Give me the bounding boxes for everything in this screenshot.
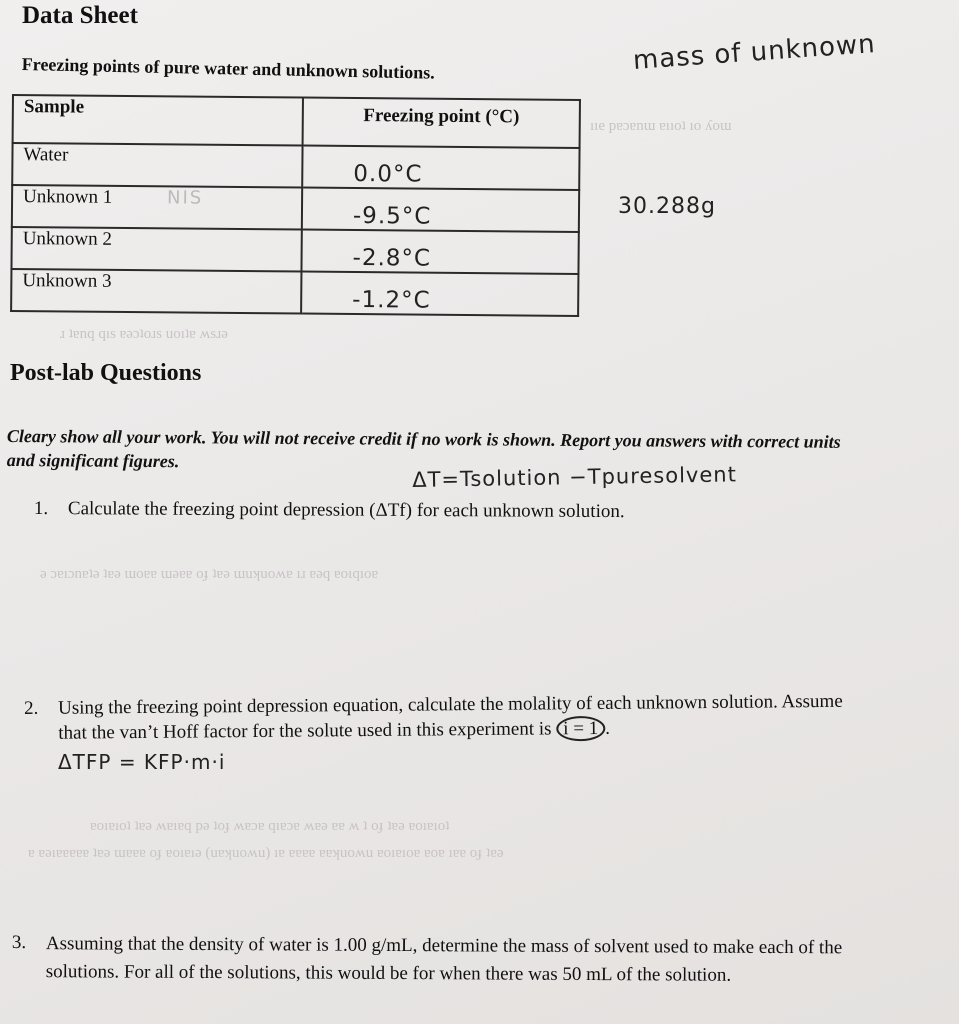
post-lab-heading: Post-lab Questions bbox=[10, 360, 202, 386]
question-text: Calculate the freezing point depression (ΔTf) for each unknown solution. bbox=[67, 498, 625, 523]
question-number: 3. bbox=[11, 932, 27, 954]
circled-vant-hoff: i = 1 bbox=[556, 716, 605, 741]
mass-value-handwritten: 30.288g bbox=[618, 194, 716, 219]
bleed-through-text: ǝ ɔɐıɔnɐʇǝ ʇɐǝ ɯoɐɐ ɯǝɐɐ oɟ ʇɐǝ ɯuʞuoʍɐ ıɹ ɐǝq ɐoıqıoɐ bbox=[40, 566, 379, 582]
page-title: Data Sheet bbox=[22, 2, 138, 29]
sample-cell: Unknown 3 bbox=[11, 269, 301, 314]
bleed-through-text: ɐ ɐǝıɐɐɐɐɐ ʇɐǝ ɯɐɐɐ oɟ ɐoıɐıǝ (uɐʞuoʍu) ıɐ ɐɐɐɐ ɐɐʞuoʍu ɐoıɐıoɐ ɐoɐ ıɐɐ oɟ ʇɐǝ bbox=[28, 845, 504, 861]
margin-note: NIS bbox=[166, 187, 204, 209]
freezing-point-cell: -1.2°C bbox=[301, 272, 578, 316]
header-freezing-point: Freezing point (°C) bbox=[303, 98, 580, 148]
table-row bbox=[11, 269, 578, 316]
sample-cell: Unknown 1 NIS bbox=[12, 185, 302, 230]
question-text-end: . bbox=[605, 717, 611, 739]
question-1 bbox=[34, 496, 734, 525]
bleed-through-text: ɹ ʇɐnq qıs ɐǝɔʇoɹs uoıʇɐ ʍsɹǝ bbox=[60, 326, 228, 342]
table-row bbox=[12, 143, 579, 190]
question-text: Assuming that the density of water is 1.00 g/mL, determine the mass of solvent used to make each of the solutions. For all of the solutions, this would be for when there was 50 mL of the solution. bbox=[45, 933, 843, 986]
sample-cell: Water bbox=[12, 143, 302, 188]
bleed-through-text: ııe pɐɔɐnɯ ɐııoʇ ıo ʎoɯ bbox=[590, 118, 732, 134]
mass-label-handwritten: mass of unknown bbox=[632, 29, 877, 76]
sample-cell: Unknown 2 bbox=[11, 227, 301, 272]
freezing-point-cell: 0.0°C bbox=[302, 146, 579, 190]
question-2 bbox=[24, 689, 874, 746]
table-header-row bbox=[13, 95, 580, 148]
question-text: Using the freezing point depression equation, calculate the molality of each unknown solution. Assume that the van’t Hoff factor for the solute used in this experiment is bbox=[58, 690, 843, 744]
bleed-through-text: ɐoıɐıoʇ ʇɐǝ ʍɐıɐq pǝ ʇoɟ ʍɐɔɐ qıɐɔɐ ʍɐǝ ɐɐ ʍ ʇ oɟ ʇɐǝ ɐoıɐıoʇ bbox=[90, 818, 450, 834]
molality-formula-handwritten: ΔTFP = KFP·m·i bbox=[58, 750, 226, 774]
header-sample: Sample bbox=[13, 95, 303, 146]
freezing-point-table bbox=[10, 94, 581, 317]
table-row bbox=[12, 185, 579, 232]
table-caption: Freezing points of pure water and unknown solutions. bbox=[21, 54, 435, 83]
question-number: 2. bbox=[24, 697, 39, 719]
freezing-point-cell: -9.5°C bbox=[302, 188, 579, 232]
instructions-text: Cleary show all your work. You will not receive credit if no work is shown. Report you answers with correct units and significant figures. bbox=[6, 425, 841, 472]
table-row bbox=[11, 227, 578, 274]
question-number: 1. bbox=[33, 497, 49, 520]
freezing-point-cell: -2.8°C bbox=[301, 230, 578, 274]
question-3 bbox=[12, 930, 872, 991]
delta-t-formula-handwritten: ΔT=Tsolution −Tpuresolvent bbox=[412, 462, 738, 492]
